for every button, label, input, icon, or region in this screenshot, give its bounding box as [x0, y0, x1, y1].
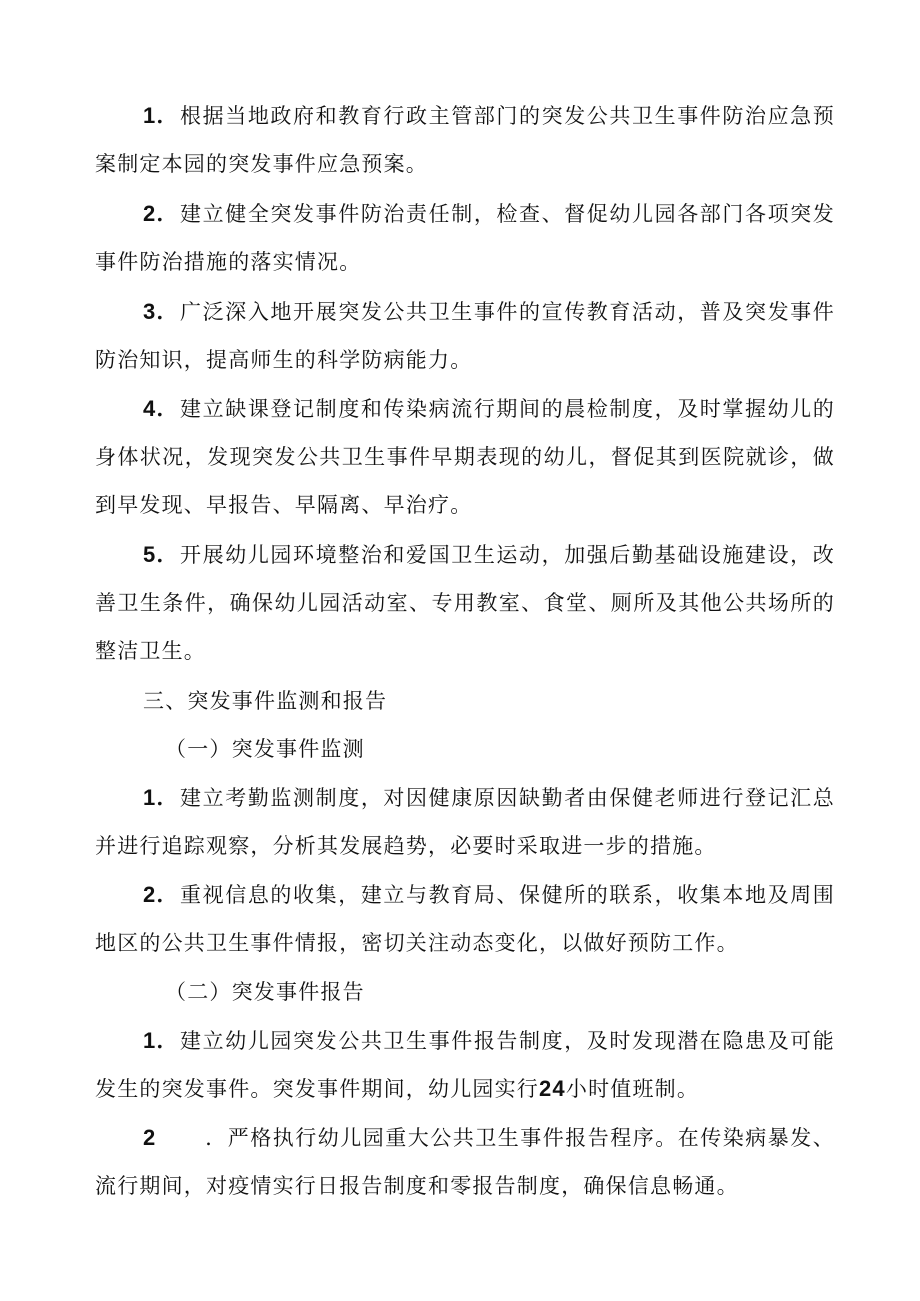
paragraph-text: 建立缺课登记制度和传染病流行期间的晨检制度，及时掌握幼儿的身体状况，发现突发公共卫生事件早期表现的幼儿，督促其到医院就诊，做到早发现、早报告、早隔离、早治疗。: [95, 397, 835, 517]
reporting-paragraph-2: [95, 1114, 835, 1210]
paragraph-2: [95, 190, 835, 286]
paragraph-text: 建立健全突发事件防治责任制，检查、督促幼儿园各部门各项突发事件防治措施的落实情况。: [95, 202, 835, 274]
item-number: 1．: [143, 785, 180, 810]
monitoring-paragraph-2: [95, 871, 835, 967]
item-number: 2．: [143, 882, 180, 907]
paragraph-1: [95, 92, 835, 188]
section-heading: 三、突发事件监测和报告: [143, 689, 388, 713]
paragraph-5: [95, 531, 835, 675]
item-number: 2: [143, 1125, 157, 1150]
paragraph-text: ．严格执行幼儿园重大公共卫生事件报告程序。在传染病暴发、流行期间，对疫情实行日报告制度和零报告制度，确保信息畅通。: [95, 1126, 835, 1198]
item-number: 1．: [143, 103, 180, 128]
item-number: 1．: [143, 1028, 180, 1053]
subsection-heading-reporting: （二）突发事件报告: [165, 980, 365, 1004]
paragraph-text: 重视信息的收集，建立与教育局、保健所的联系，收集本地及周围地区的公共卫生事件情报，密切关注动态变化，以做好预防工作。: [95, 883, 835, 955]
item-number: 2．: [143, 201, 180, 226]
paragraph-text: 建立考勤监测制度，对因健康原因缺勤者由保健老师进行登记汇总并进行追踪观察，分析其发展趋势，必要时采取进一步的措施。: [95, 786, 835, 858]
paragraph-text: 广泛深入地开展突发公共卫生事件的宣传教育活动，普及突发事件防治知识，提高师生的科学防病能力。: [95, 300, 835, 372]
paragraph-text: 建立幼儿园突发公共卫生事件报告制度，及时发现潜在隐患及可能发生的突发事件。突发事件期间，幼儿园实行: [95, 1029, 835, 1101]
paragraph-3: [95, 288, 835, 384]
item-number: 4．: [143, 396, 180, 421]
paragraph-4: [95, 385, 835, 529]
paragraph-text: 根据当地政府和教育行政主管部门的突发公共卫生事件防治应急预案制定本园的突发事件应急预案。: [95, 104, 835, 176]
subsection-heading-monitoring: （一）突发事件监测: [165, 737, 365, 761]
monitoring-paragraph-1: [95, 774, 835, 870]
paragraph-text: 开展幼儿园环境整治和爱国卫生运动，加强后勤基础设施建设，改善卫生条件，确保幼儿园活动室、专用教室、食堂、厕所及其他公共场所的整洁卫生。: [95, 543, 835, 663]
paragraph-text: 小时值班制。: [565, 1077, 700, 1101]
item-number: 5．: [143, 542, 180, 567]
duty-hours: 24: [539, 1076, 566, 1101]
item-number: 3．: [143, 299, 180, 324]
reporting-paragraph-1: [95, 1017, 835, 1113]
